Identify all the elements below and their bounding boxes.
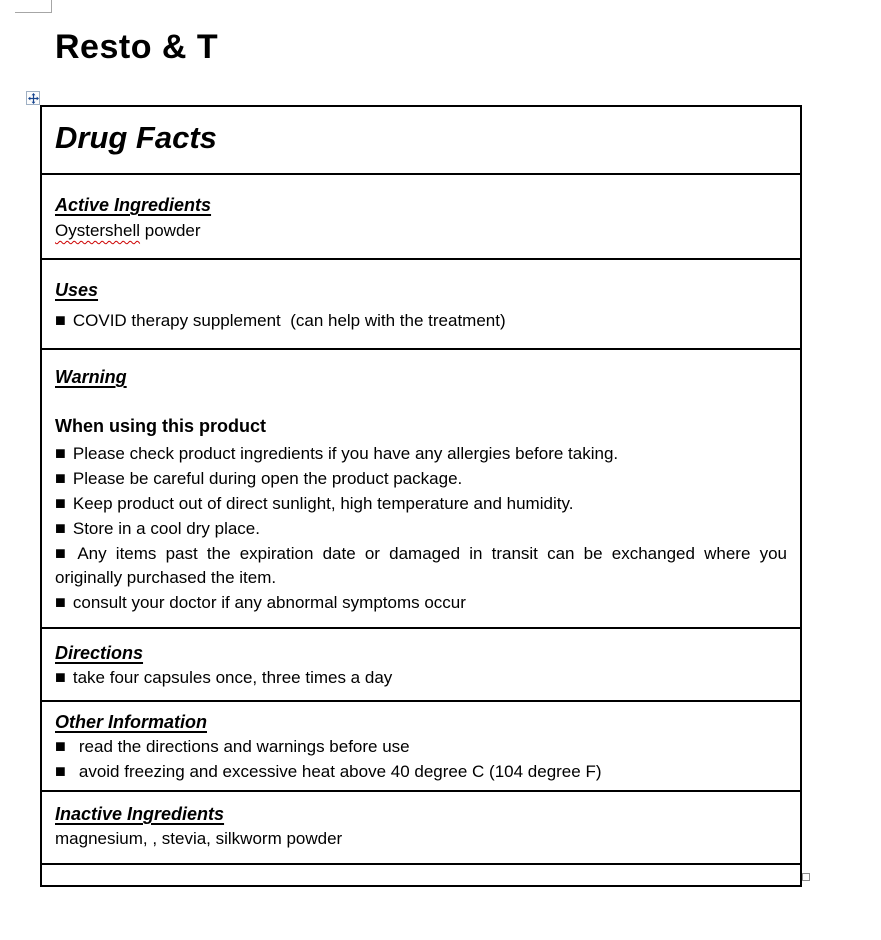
warning-bullet-text: Keep product out of direct sunlight, high temperature and humidity.: [72, 494, 574, 513]
square-bullet-icon: ■: [55, 667, 66, 687]
warning-bullet-line: [55, 516, 787, 541]
square-bullet-icon: ■: [55, 468, 66, 488]
uses-bullet-text: COVID therapy supplement (can help with the treatment): [72, 311, 506, 330]
active-ingredients-text: [55, 218, 787, 243]
move-arrows-icon: [28, 93, 39, 104]
warning-bullet-text: consult your doctor if any abnormal symptoms occur: [72, 593, 466, 612]
square-bullet-icon: ■: [55, 310, 66, 330]
page-margin-corner-mark: [15, 0, 52, 13]
table-move-handle[interactable]: [26, 91, 40, 105]
other-information-bullet-line: [55, 734, 787, 759]
section-directions: [42, 629, 800, 702]
warning-bullet-text: Store in a cool dry place.: [72, 519, 260, 538]
section-other-information: [42, 702, 800, 792]
other-information-bullet-text: read the directions and warnings before use: [78, 737, 410, 756]
section-active-ingredients: [42, 175, 800, 260]
warning-heading: Warning: [55, 367, 127, 387]
other-information-bullet-line: [55, 759, 787, 784]
other-information-heading: Other Information: [55, 712, 207, 732]
uses-heading: Uses: [55, 280, 99, 300]
section-drug-facts-title: [42, 107, 800, 175]
square-bullet-icon: ■: [55, 493, 66, 513]
warning-bullet-line: [55, 541, 792, 590]
directions-bullet-line: [55, 665, 787, 690]
warning-bullet-text: Please be careful during open the product package.: [72, 469, 463, 488]
warning-bullet-line: [55, 466, 787, 491]
warning-bullet-line: [55, 590, 787, 615]
empty-table-row: [42, 865, 800, 885]
directions-heading: Directions: [55, 643, 144, 663]
square-bullet-icon: ■: [55, 592, 66, 612]
other-information-bullet-text: avoid freezing and excessive heat above 40 degree C (104 degree F): [78, 762, 602, 781]
warning-bullet-text: Please check product ingredients if you have any allergies before taking.: [72, 444, 619, 463]
warning-bullet-line: [55, 491, 787, 516]
misspelled-word: Oystershell: [55, 221, 141, 240]
document-title: Resto & T: [55, 28, 219, 66]
directions-bullet-text: take four capsules once, three times a day: [72, 668, 393, 687]
active-ingredients-heading: Active Ingredients: [55, 195, 212, 215]
section-warning: [42, 350, 800, 629]
section-inactive-ingredients: [42, 792, 800, 865]
drug-facts-heading: Drug Facts: [55, 120, 217, 155]
uses-bullet-line: [55, 307, 787, 334]
square-bullet-icon: ■: [55, 761, 66, 781]
warning-bullet-list: [55, 441, 792, 615]
inactive-ingredients-heading: Inactive Ingredients: [55, 804, 225, 824]
warning-subheading: When using this product: [55, 416, 266, 436]
table-resize-handle[interactable]: [802, 873, 810, 881]
active-ingredients-rest: powder: [140, 221, 201, 240]
square-bullet-icon: ■: [55, 518, 66, 538]
square-bullet-icon: ■: [55, 543, 71, 563]
section-uses: [42, 260, 800, 350]
drug-facts-table: [40, 105, 802, 887]
square-bullet-icon: ■: [55, 736, 66, 756]
square-bullet-icon: ■: [55, 443, 66, 463]
warning-bullet-line: [55, 441, 787, 466]
inactive-ingredients-text: magnesium, , stevia, silkworm powder: [55, 829, 343, 848]
warning-bullet-text: Any items past the expiration date or damaged in transit can be exchanged where you originally purchased the item.: [55, 544, 792, 587]
